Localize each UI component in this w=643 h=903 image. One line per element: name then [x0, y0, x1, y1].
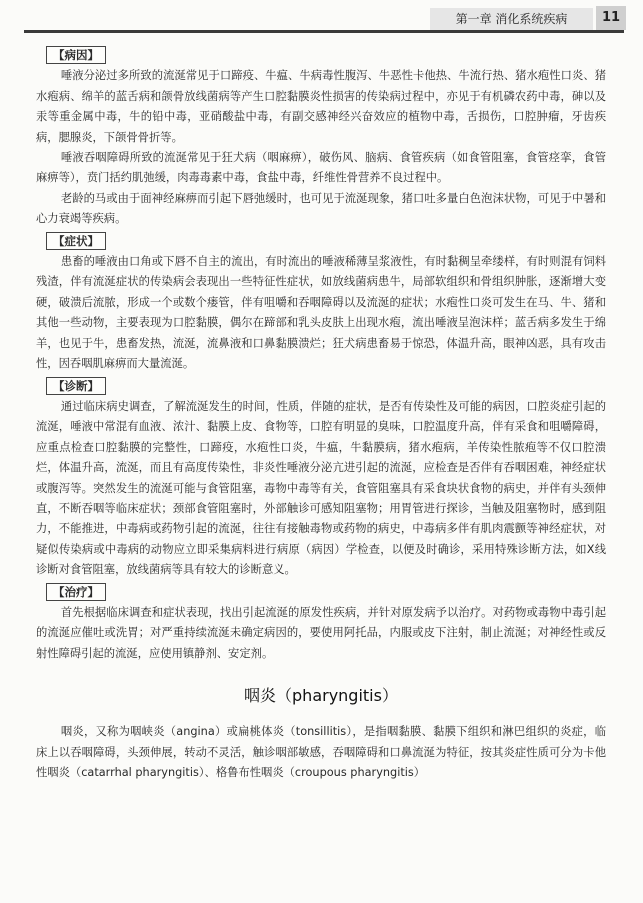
section-label: 【病因】	[46, 46, 106, 64]
section-label: 【诊断】	[46, 377, 106, 395]
section-label: 【症状】	[46, 232, 106, 250]
section-treatment	[36, 581, 606, 665]
paragraph: 咽炎，又称为咽峡炎（angina）或扁桃体炎（tonsillitis），是指咽黏膜、黏膜下组织和淋巴组织的炎症，临床上以吞咽障碍，头颈伸展，转动不灵活，触诊咽部敏感，吞咽障碍和口鼻流涎为特征，按其炎症性质可分为卡他性咽炎（catarrhal pharyngitis）、格鲁布性咽炎（croupous pharyngitis）	[36, 725, 606, 779]
section-symptoms	[36, 230, 606, 375]
page-number: 11	[596, 6, 626, 30]
section-label: 【治疗】	[46, 583, 106, 601]
page-body	[36, 44, 606, 783]
section-etiology	[36, 44, 606, 230]
chapter-title: 第一章 消化系统疾病	[430, 8, 593, 30]
paragraph: 唾液分泌过多所致的流涎常见于口蹄疫、牛瘟、牛病毒性腹泻、牛恶性卡他热、牛流行热、猪水疱性口炎、猪水疱病、绵羊的蓝舌病和颌骨放线菌病等产生口腔黏膜炎性损害的传染病过程中，亦见于有机磷农药中毒，砷以及汞等重金属中毒，牛的铅中毒，亚硝酸盐中毒，有副交感神经兴奋效应的植物中毒，舌损伤，口腔肿瘤，牙齿疾病，腮腺炎，下颌骨骨折等。	[36, 69, 606, 144]
section-diagnosis	[36, 375, 606, 581]
page-header	[0, 0, 643, 40]
paragraph: 首先根据临床调查和症状表现，找出引起流涎的原发性疾病，并针对原发病予以治疗。对药物或毒物中毒引起的流涎应催吐或洗胃；对严重持续流涎未确定病因的，要使用阿托品，内服或皮下注射，制止流涎；对神经性或反射性障碍引起的流涎，应使用镇静剂、安定剂。	[36, 605, 606, 660]
section-title: 咽炎（pharyngitis）	[244, 686, 398, 706]
paragraph: 唾液吞咽障碍所致的流涎常见于狂犬病（咽麻痹），破伤风、脑病、食管疾病（如食管阻塞，食管痉挛，食管麻痹等），贲门括约肌弛缓，肉毒毒素中毒，食盐中毒，纤维性骨营养不良过程中。	[36, 151, 606, 185]
paragraph: 患畜的唾液由口角或下唇不自主的流出，有时流出的唾液稀薄呈浆液性，有时黏稠呈牵缕样，有时则混有饲料残渣，伴有流涎症状的传染病会表现出一些特征性症状，如放线菌病患牛，局部软组织和骨组织肿胀，逐渐增大变硬，破溃后流脓，形成一个或数个瘘管，伴有咀嚼和吞咽障碍以及流涎的症状；水疱性口炎可发生在马、牛、猪和其他一些动物，主要表现为口腔黏膜，偶尔在蹄部和乳头皮肤上出现水疱，流出唾液呈泡沫样；蓝舌病多发生于绵羊，也见于牛，患畜发热，流涎，流鼻液和口鼻黏膜溃烂；狂犬病患畜易于惊恐，体温升高，眼神凶恶，具有攻击性，因吞咽肌麻痹而大量流涎。	[36, 255, 606, 371]
paragraph: 通过临床病史调查，了解流涎发生的时间，性质，伴随的症状，是否有传染性及可能的病因，口腔炎症引起的流涎，唾液中常混有血液、浓汁、黏膜上皮、食物等，口腔有明显的臭味，口腔温度升高，伴有采食和咀嚼障碍，应重点检查口腔黏膜的完整性，口蹄疫，水疱性口炎，牛瘟，牛黏膜病，猪水疱病，羊传染性脓疱等不仅口腔溃烂，体温升高，流涎，而且有高度传染性，非炎性唾液分泌亢进引起的流涎，应检查是否伴有吞咽困难，神经症状或腹泻等。突然发生的流涎可能与食管阻塞，毒物中毒等有关，食管阻塞具有采食块状食物的病史，并伴有头颈伸直，不断吞咽等临床症状；颈部食管阻塞时，外部触诊可感知阻塞物；用胃管进行探诊，当触及阻塞物时，感到阻力，不能推进，中毒病或药物引起的流涎，往往有接触毒物或药物的病史，中毒病多伴有肌肉震颤等神经症状，对疑似传染病或中毒病的动物应立即采集病料进行病原（病因）学检查，以便及时确诊，采用特殊诊断方法，如X线诊断对食管阻塞，放线菌病等具有较大的诊断意义。	[36, 399, 606, 577]
paragraph: 老龄的马或由于面神经麻痹而引起下唇弛缓时，也可见于流涎现象，猪口吐多量白色泡沫状物，可见于中暑和心力衰竭等疾病。	[36, 191, 606, 226]
header-rule	[24, 30, 624, 33]
